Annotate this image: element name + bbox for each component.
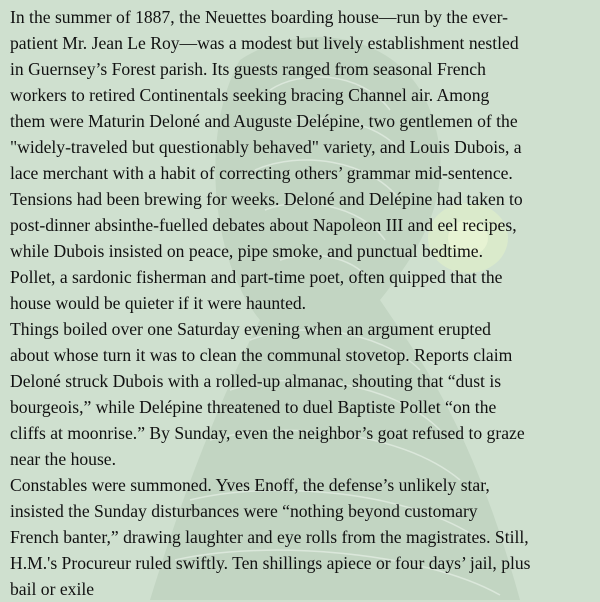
text-line: lace merchant with a habit of correcting others’ grammar mid-sentence. <box>10 163 513 183</box>
document-text <box>10 4 594 602</box>
text-line: Tensions had been brewing for weeks. Deloné and Delépine had taken to <box>10 189 523 209</box>
text-line: Things boiled over one Saturday evening when an argument erupted <box>10 319 491 339</box>
text-line: in Guernsey’s Forest parish. Its guests ranged from seasonal French <box>10 59 486 79</box>
text-line: near the house. <box>10 449 117 469</box>
text-line: house would be quieter if it were haunted. <box>10 293 307 313</box>
text-line: post-dinner absinthe-fuelled debates about Napoleon III and eel recipes, <box>10 215 517 235</box>
text-line: H.M.'s Procureur ruled swiftly. Ten shillings apiece or four days’ jail, plus <box>10 553 531 573</box>
text-line: while Dubois insisted on peace, pipe smoke, and punctual bedtime. <box>10 241 483 261</box>
text-line: In the summer of 1887, the Neuettes boarding house—run by the ever- <box>10 7 509 27</box>
text-line: bourgeois,” while Delépine threatened to duel Baptiste Pollet “on the <box>10 397 497 417</box>
text-line: them were Maturin Deloné and Auguste Delépine, two gentlemen of the <box>10 111 518 131</box>
text-line: about whose turn it was to clean the communal stovetop. Reports claim <box>10 345 513 365</box>
text-line: bail or exile <box>10 579 95 599</box>
text-line: Deloné struck Dubois with a rolled-up almanac, shouting that “dust is <box>10 371 502 391</box>
text-line: French banter,” drawing laughter and eye rolls from the magistrates. Still, <box>10 527 529 547</box>
text-line: Constables were summoned. Yves Enoff, the defense’s unlikely star, <box>10 475 490 495</box>
text-line: cliffs at moonrise.” By Sunday, even the neighbor’s goat refused to graze <box>10 423 525 443</box>
text-line: workers to retired Continentals seeking bracing Channel air. Among <box>10 85 490 105</box>
text-line: insisted the Sunday disturbances were “nothing beyond customary <box>10 501 478 521</box>
text-line: patient Mr. Jean Le Roy—was a modest but lively establishment nestled <box>10 33 519 53</box>
text-line: "widely-traveled but questionably behaved" variety, and Louis Dubois, a <box>10 137 522 157</box>
text-line: Pollet, a sardonic fisherman and part-time poet, often quipped that the <box>10 267 503 287</box>
